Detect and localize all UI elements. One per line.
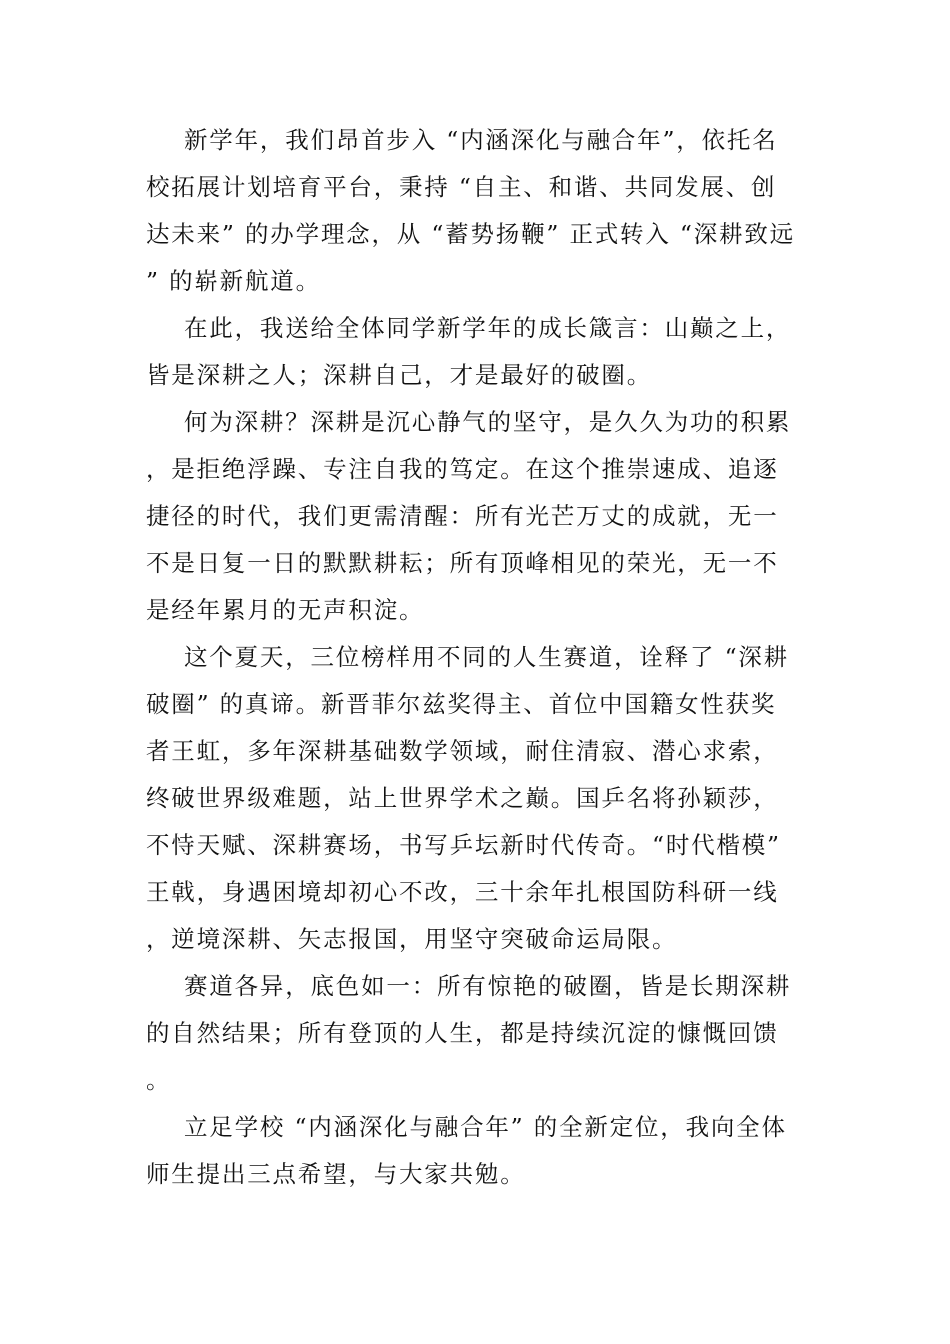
paragraph-common-ground: 赛道各异，底色如一：所有惊艳的破圈，皆是长期深耕的自然结果；所有登顶的人生，都是持续沉淀的慷慨回馈。 [146,972,792,1094]
paragraph-motto: 在此，我送给全体同学新学年的成长箴言：山巅之上，皆是深耕之人；深耕自己，才是最好的破圈。 [146,314,792,389]
paragraph-role-models: 这个夏天，三位榜样用不同的人生赛道，诠释了 “深耕破圈” 的真谛。新晋菲尔兹奖得主、首位中国籍女性获奖者王虹，多年深耕基础数学领域，耐住清寂、潜心求索，终破世界级难题，站上世界学术之巅。国乒名将孙颖莎，不恃天赋、深耕赛场，书写乒坛新时代传奇。“时代楷模” 王戟，身遇困境却初心不改，三十余年扎根国防科研一线，逆境深耕、矢志报国，用坚守突破命运局限。 [146,643,789,953]
paragraph-three-hopes: 立足学校 “内涵深化与融合年” 的全新定位，我向全体师生提出三点希望，与大家共勉。 [146,1113,787,1188]
document-body [146,117,796,1198]
paragraph-intro: 新学年，我们昂首步入 “内涵深化与融合年”，依托名校拓展计划培育平台，秉持 “自主、和谐、共同发展、创达未来” 的办学理念，从 “蓄势扬鞭” 正式转入 “深耕致远” 的崭新航道。 [146,126,795,295]
paragraph-what-is-deep-cultivation: 何为深耕？深耕是沉心静气的坚守，是久久为功的积累，是拒绝浮躁、专注自我的笃定。在这个推崇速成、追逐捷径的时代，我们更需清醒：所有光芒万丈的成就，无一不是日复一日的默默耕耘；所有顶峰相见的荣光，无一不是经年累月的无声积淀。 [146,408,792,624]
